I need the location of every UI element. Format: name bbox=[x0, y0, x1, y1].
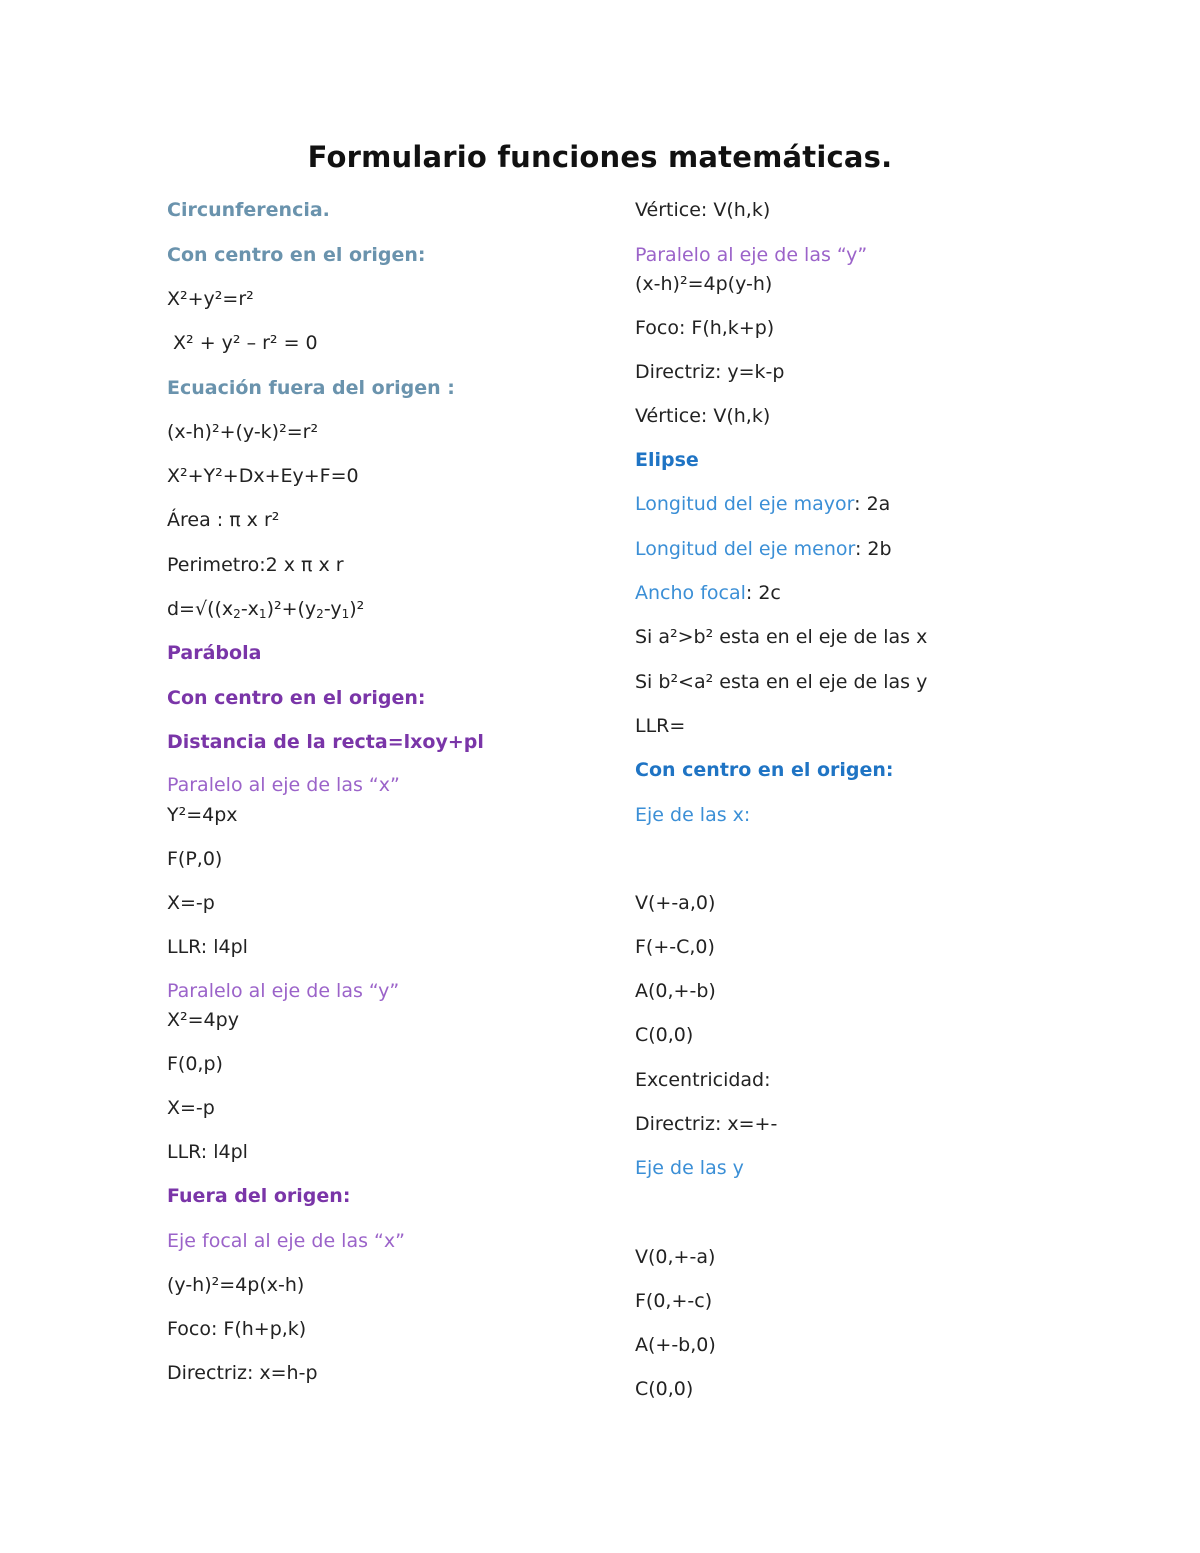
ellipse-y-focus: F(0,+-c) bbox=[635, 1290, 713, 1312]
circunferencia-heading: Circunferencia. bbox=[167, 199, 330, 221]
ellipse-x-focus: F(+-C,0) bbox=[635, 936, 715, 958]
parabola-origin-heading: Con centro en el origen: bbox=[167, 687, 426, 709]
major-axis-value: : 2a bbox=[854, 493, 891, 515]
parallel-x-heading: Paralelo al eje de las “x” bbox=[167, 774, 400, 796]
distance-subscript: 2 bbox=[316, 607, 324, 621]
distance-formula bbox=[167, 597, 364, 621]
focal-x-focus: Foco: F(h+p,k) bbox=[167, 1318, 307, 1340]
ellipse-origin-heading: Con centro en el origen: bbox=[635, 759, 894, 781]
focal-width-label: Ancho focal bbox=[635, 582, 746, 604]
major-axis-length bbox=[635, 492, 890, 516]
focal-x-equation: (y-h)²=4p(x-h) bbox=[167, 1274, 305, 1296]
minor-axis-value: : 2b bbox=[854, 538, 892, 560]
parabola-y2-equation: (x-h)²=4p(y-h) bbox=[635, 273, 773, 295]
distance-part: -y bbox=[323, 598, 342, 620]
ellipse-x-vertex: V(+-a,0) bbox=[635, 892, 716, 914]
circ-perimeter: Perimetro:2 x π x r bbox=[167, 554, 344, 576]
parabola-y-directrix: X=-p bbox=[167, 1097, 215, 1119]
circ-equation-4: X²+Y²+Dx+Ey+F=0 bbox=[167, 465, 359, 487]
parabola-heading: Parábola bbox=[167, 642, 262, 664]
ellipse-x-center: C(0,0) bbox=[635, 1024, 694, 1046]
page-title: Formulario funciones matemáticas. bbox=[307, 140, 893, 174]
ellipse-llr: LLR= bbox=[635, 715, 686, 737]
axis-x-heading: Eje de las x: bbox=[635, 804, 751, 826]
minor-axis-label: Longitud del eje menor bbox=[635, 538, 855, 560]
ellipse-x-a: A(0,+-b) bbox=[635, 980, 716, 1002]
ellipse-y-center: C(0,0) bbox=[635, 1378, 694, 1400]
vertex-2: Vértice: V(h,k) bbox=[635, 405, 771, 427]
circ-origin-heading: Con centro en el origen: bbox=[167, 244, 426, 266]
parallel-y-heading: Paralelo al eje de las “y” bbox=[167, 980, 400, 1002]
parabola-x-focus: F(P,0) bbox=[167, 848, 223, 870]
parabola-x-llr: LLR: l4pl bbox=[167, 936, 248, 958]
ellipse-heading: Elipse bbox=[635, 449, 699, 471]
axis-y-heading: Eje de las y bbox=[635, 1157, 744, 1179]
distance-subscript: 2 bbox=[233, 607, 241, 621]
outside-origin-heading: Fuera del origen: bbox=[167, 1185, 351, 1207]
focal-x-directrix: Directriz: x=h-p bbox=[167, 1362, 318, 1384]
parabola-y-equation: X²=4py bbox=[167, 1009, 239, 1031]
distance-part: -x bbox=[240, 598, 259, 620]
distance-part: )²+(y bbox=[266, 598, 317, 620]
circ-outside-heading: Ecuación fuera del origen : bbox=[167, 377, 455, 399]
distance-subscript: 1 bbox=[341, 607, 350, 621]
ellipse-eccentricity: Excentricidad: bbox=[635, 1069, 771, 1091]
focal-width bbox=[635, 581, 781, 605]
circ-equation-1: X²+y²=r² bbox=[167, 288, 254, 310]
circ-area: Área : π x r² bbox=[167, 509, 280, 531]
parallel-y-heading-2: Paralelo al eje de las “y” bbox=[635, 244, 868, 266]
distance-part: )² bbox=[349, 598, 365, 620]
distance-subscript: 1 bbox=[258, 607, 267, 621]
parabola-x-equation: Y²=4px bbox=[167, 804, 238, 826]
major-axis-label: Longitud del eje mayor bbox=[635, 493, 855, 515]
parabola-y2-directrix: Directriz: y=k-p bbox=[635, 361, 785, 383]
distance-part: d=√((x bbox=[167, 598, 234, 620]
parabola-y-llr: LLR: l4pl bbox=[167, 1141, 248, 1163]
circ-equation-2: X² + y² – r² = 0 bbox=[167, 332, 318, 354]
circ-equation-3: (x-h)²+(y-k)²=r² bbox=[167, 421, 319, 443]
focal-width-value: : 2c bbox=[745, 582, 781, 604]
ellipse-y-a: A(+-b,0) bbox=[635, 1334, 716, 1356]
parabola-y2-focus: Foco: F(h,k+p) bbox=[635, 317, 775, 339]
recta-distance: Distancia de la recta=lxoy+pl bbox=[167, 731, 484, 753]
focal-axis-x-heading: Eje focal al eje de las “x” bbox=[167, 1230, 405, 1252]
ellipse-condition-2: Si b²<a² esta en el eje de las y bbox=[635, 671, 928, 693]
minor-axis-length bbox=[635, 537, 892, 561]
ellipse-x-directrix: Directriz: x=+- bbox=[635, 1113, 778, 1135]
parabola-x-directrix: X=-p bbox=[167, 892, 215, 914]
vertex-1: Vértice: V(h,k) bbox=[635, 199, 771, 221]
parabola-y-focus: F(0,p) bbox=[167, 1053, 223, 1075]
ellipse-y-vertex: V(0,+-a) bbox=[635, 1246, 716, 1268]
ellipse-condition-1: Si a²>b² esta en el eje de las x bbox=[635, 626, 928, 648]
